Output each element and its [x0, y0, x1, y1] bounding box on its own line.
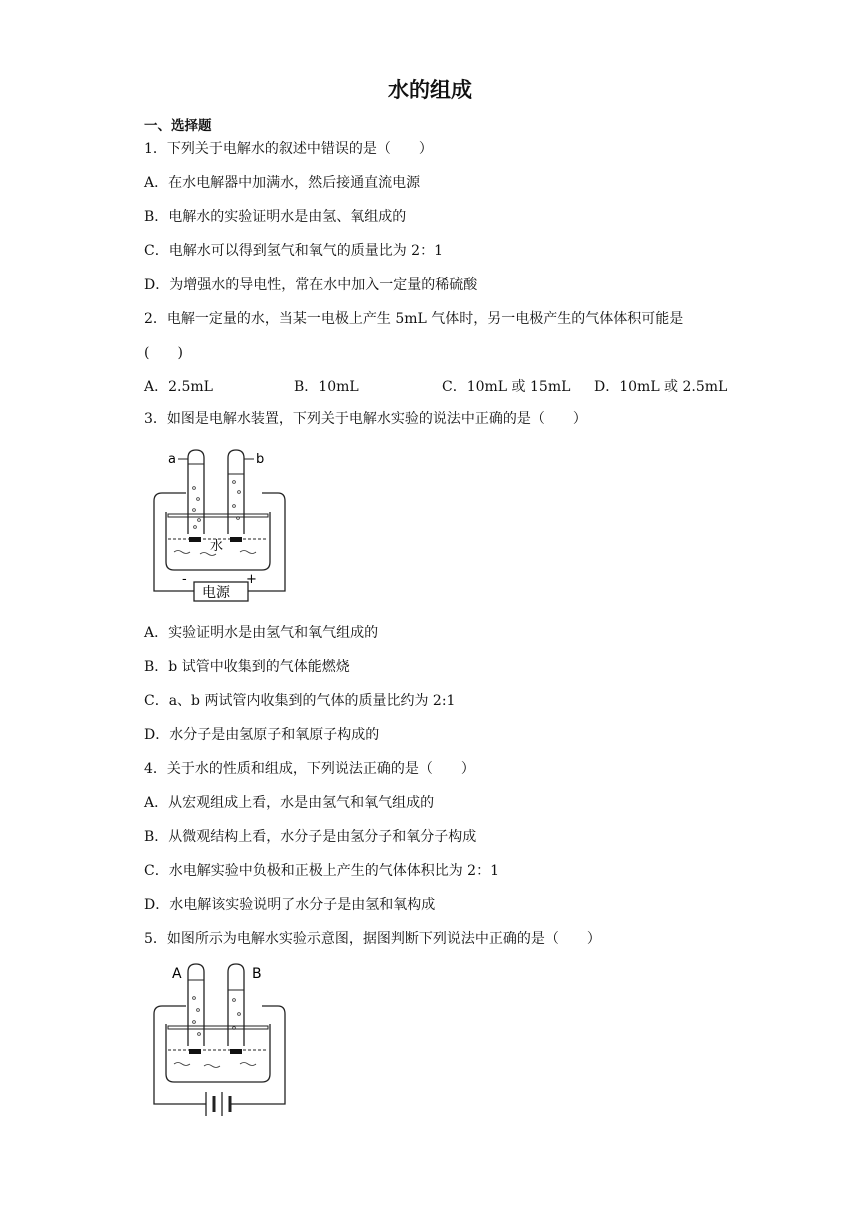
q4-option-d: D．水电解该实验说明了水分子是由氢和氧构成	[144, 897, 436, 913]
q1-option-a: A．在水电解器中加满水，然后接通直流电源	[144, 175, 421, 191]
q2-option-a: A．2.5mL	[144, 379, 213, 395]
fig-label-A: A	[172, 966, 182, 982]
q2-option-c: C．10mL 或 15mL	[442, 379, 571, 395]
q1-stem: 1．下列关于电解水的叙述中错误的是（ ）	[144, 141, 433, 157]
q5-electrolysis-figure	[144, 958, 294, 1124]
q3-option-c: C．a、b 两试管内收集到的气体的质量比约为 2:1	[144, 693, 456, 709]
q1-option-d: D．为增强水的导电性，常在水中加入一定量的稀硫酸	[144, 277, 478, 293]
q5-stem: 5．如图所示为电解水实验示意图，据图判断下列说法中正确的是（ ）	[144, 931, 601, 947]
section-heading: 一、选择题	[144, 118, 212, 134]
q2-stem-bracket: ( )	[144, 345, 183, 361]
q1-option-b: B．电解水的实验证明水是由氢、氧组成的	[144, 209, 407, 225]
q2-option-d: D．10mL 或 2.5mL	[594, 379, 728, 395]
fig-water-label: 水	[210, 539, 224, 554]
q2-option-b: B．10mL	[294, 379, 359, 395]
q4-stem: 4．关于水的性质和组成，下列说法正确的是（ ）	[144, 761, 475, 777]
fig-power-label: 电源	[202, 585, 230, 601]
fig-minus-sign: -	[182, 572, 187, 587]
q1-option-c: C．电解水可以得到氢气和氧气的质量比为 2：1	[144, 243, 443, 259]
q2-stem: 2．电解一定量的水，当某一电极上产生 5mL 气体时，另一电极产生的气体体积可能是	[144, 311, 684, 327]
q4-option-c: C．水电解实验中负极和正极上产生的气体体积比为 2：1	[144, 863, 499, 879]
fig-plus-sign: +	[246, 572, 257, 587]
q4-option-a: A．从宏观组成上看，水是由氢气和氧气组成的	[144, 795, 435, 811]
fig-label-a: a	[168, 452, 176, 467]
q4-option-b: B．从微观结构上看，水分子是由氢分子和氧分子构成	[144, 829, 477, 845]
q3-electrolysis-figure	[144, 444, 294, 606]
page-title: 水的组成	[388, 78, 472, 102]
q3-stem: 3．如图是电解水装置，下列关于电解水实验的说法中正确的是（ ）	[144, 411, 587, 427]
q3-option-d: D．水分子是由氢原子和氧原子构成的	[144, 727, 380, 743]
fig-label-b: b	[256, 452, 265, 467]
fig-label-B: B	[252, 966, 262, 982]
q3-option-b: B．b 试管中收集到的气体能燃烧	[144, 659, 350, 675]
q3-option-a: A．实验证明水是由氢气和氧气组成的	[144, 625, 379, 641]
